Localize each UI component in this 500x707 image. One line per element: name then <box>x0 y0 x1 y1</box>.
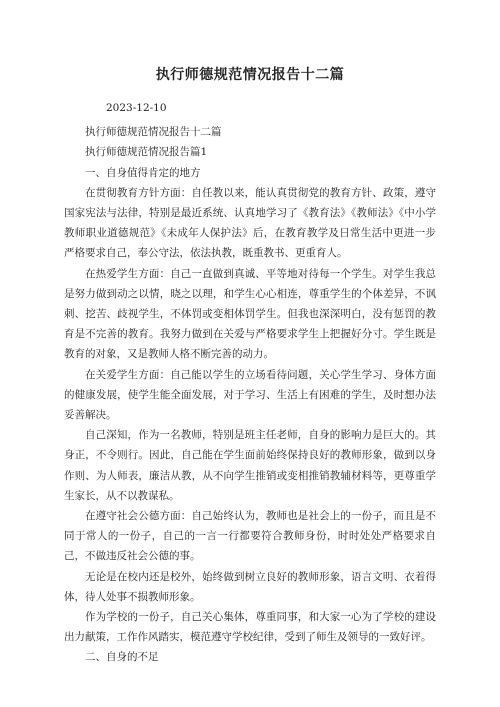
document-title: 执行师德规范情况报告十二篇 <box>155 67 345 83</box>
paragraph-education-policy: 在贯彻教育方针方面：自任教以来，能认真贯彻党的教育方针、政策，遵守国家宪法与法律，特别是最近系统、认真地学习了《教育法》《教师法》《中小学教师职业道德规范》《未成年人保护法》后，在教育教学及日常生活中更进一步严格要求自己，奉公守法，依法执教，既重教书、更重育人。 <box>64 186 436 260</box>
section-heading-strengths: 一、自身值得肯定的地方 <box>85 166 201 179</box>
paragraph-role-model: 自己深知，作为一名教师，特别是班主任老师，自身的影响力是巨大的。其身正，不令则行。因此，自己能在学生面前始终保持良好的教师形象，做到以身作则、为人师表，廉洁从教，从不向学生推销或变相推销教辅材料等，更尊重学生家长，从不以教谋私。 <box>64 429 436 502</box>
paragraph-social-ethics: 在遵守社会公德方面：自己始终认为，教师也是社会上的一份子，而且是不同于常人的一份子，自己的一言一行都要符合教师身份，时时处处严格要求自己，不做违反社会公德的事。 <box>64 510 436 563</box>
paragraph-teacher-image: 无论是在校内还是校外，始终做到树立良好的教师形象，语言文明、衣着得体，待人处事不损教师形象。 <box>64 570 436 603</box>
paragraph-collective: 作为学校的一份子，自己关心集体，尊重同事，和大家一心为了学校的建设出力献策，工作作风踏实，模范遵守学校纪律，受到了师生及领导的一致好评。 <box>64 611 436 644</box>
paragraph-love-students: 在热爱学生方面：自己一直做到真诚、平等地对待每一个学生。对学生我总是努力做到动之以情，晓之以理，和学生心心相连，尊重学生的个体差异，不讽刺、挖苦、歧视学生，不体罚或变相体罚学生。但我也深深明白，没有惩罚的教育是不完善的教育。我努力做到在关爱与严格要求学生上把握好分寸。学生既是教育的对象，又是教师人格不断完善的动力。 <box>64 267 436 361</box>
paragraph-care-students: 在关爱学生方面：自己能以学生的立场看待问题，关心学生学习、身体方面的健康发展，使学生能全面发展，对于学习、生活上有困难的学生，及时想办法妥善解决。 <box>64 368 436 422</box>
section-heading-shortcomings: 二、自身的不足 <box>85 651 159 664</box>
document-body <box>64 98 436 668</box>
paragraph-report-name: 执行师德规范情况报告十二篇 <box>85 126 222 139</box>
paragraph-report-part: 执行师德规范情况报告篇1 <box>85 146 208 159</box>
document-date: 2023-12-10 <box>106 102 167 114</box>
